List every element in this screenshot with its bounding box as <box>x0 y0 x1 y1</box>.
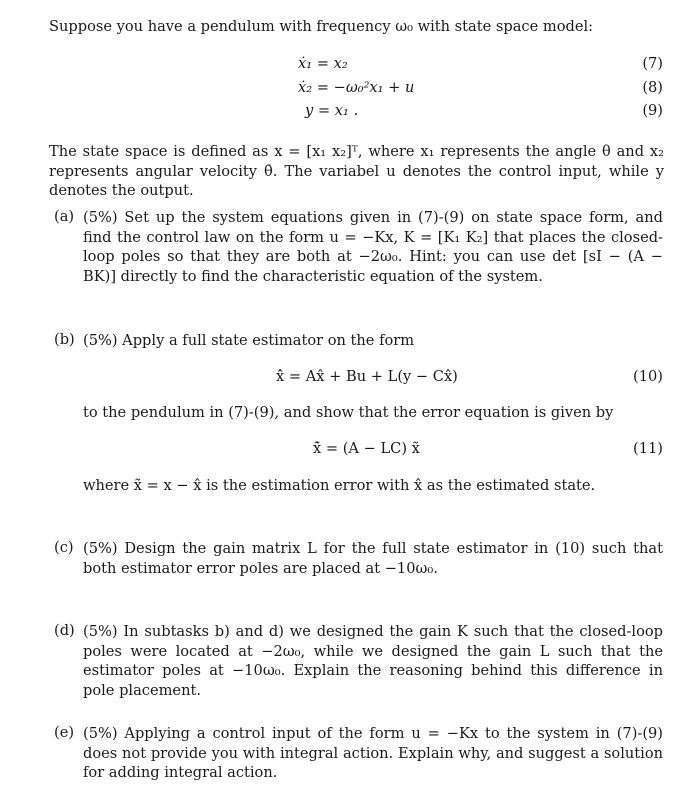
equation-8: ẋ₂ = −ω₀²x₁ + u <box>298 79 415 96</box>
estimator-equation: x̂̇ = Ax̂ + Bu + L(y − Cx̂) <box>276 368 458 385</box>
task-b-label: (b) <box>54 331 75 348</box>
equation-7-number: (7) <box>642 55 663 72</box>
task-b-ending: where x̃ = x − x̂ is the estimation error with x̂ as the estimated state. <box>83 477 596 494</box>
task-e-text: (5%) Applying a control input of the form u = −Kx to the system in (7)-(9) does not provide you with integral action. Explain why, and suggest a solution for adding integral action. <box>83 725 663 782</box>
task-d-label: (d) <box>54 622 75 639</box>
equation-7: ẋ₁ = x₂ <box>298 55 348 72</box>
task-e-label: (e) <box>54 724 75 741</box>
task-a-label: (a) <box>54 208 75 225</box>
task-b-middle: to the pendulum in (7)-(9), and show that the error equation is given by <box>83 404 614 421</box>
error-equation: x̃̇ = (A − LC) x̃ <box>313 440 420 457</box>
equation-10-number: (10) <box>633 368 663 385</box>
equation-9-number: (9) <box>642 102 663 119</box>
task-a-text: (5%) Set up the system equations given in (7)-(9) on state space form, and find the control law on the form u = −Kx, K = [K₁ K₂] that places the closed-loop poles so that they are both at −2ω₀. Hint: you can use det [sI − (A − BK)] directly to find the characteristic equation of the system. <box>83 209 663 285</box>
equation-9: y = x₁ . <box>305 102 359 119</box>
equation-11-number: (11) <box>633 440 663 457</box>
state-description: The state space is defined as x = [x₁ x₂]ᵀ, where x₁ represents the angle θ and x₂ represents angular velocity θ̇. The variabel u denotes the control input, while y denotes the output. <box>49 143 664 200</box>
task-c-label: (c) <box>54 539 74 556</box>
task-c-text: (5%) Design the gain matrix L for the full state estimator in (10) such that both estimator error poles are placed at −10ω₀. <box>83 540 663 577</box>
task-d-text: (5%) In subtasks b) and d) we designed the gain K such that the closed-loop poles were located at −2ω₀, while we designed the gain L such that the estimator poles at −10ω₀. Explain the reasoning behind this difference in pole placement. <box>83 623 663 699</box>
equation-8-number: (8) <box>642 79 663 96</box>
task-b-intro: (5%) Apply a full state estimator on the form <box>83 332 415 349</box>
intro-text: Suppose you have a pendulum with frequency ω₀ with state space model: <box>49 18 594 35</box>
